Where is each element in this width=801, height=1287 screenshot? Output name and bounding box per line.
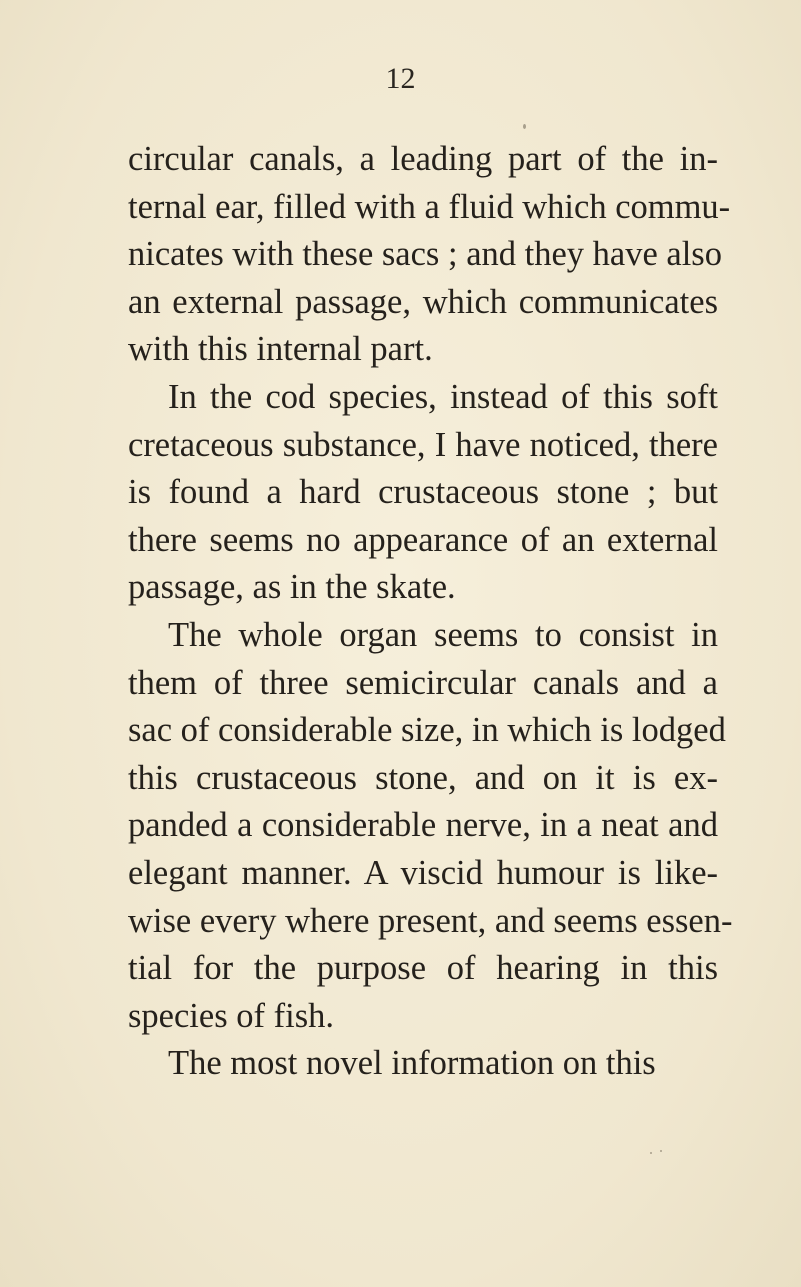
text-line: The most novel information on this [168, 1044, 656, 1083]
paper-speck [660, 1150, 662, 1152]
text-line: wise every where present, and seems essen- [128, 901, 733, 940]
text-line: species of fish. [128, 996, 334, 1035]
text-line: tial for the purpose of hearing in this [128, 949, 718, 988]
text-line: an external passage, which communicates [128, 282, 718, 321]
text-line: with this internal part. [128, 330, 433, 369]
text-line: nicates with these sacs ; and they have also [128, 235, 722, 274]
text-line: ternal ear, filled with a fluid which commu- [128, 187, 731, 226]
text-line: elegant manner. A viscid humour is like- [128, 853, 718, 892]
text-line: The whole organ seems to consist in [168, 615, 718, 654]
text-line: them of three semicircular canals and a [128, 663, 718, 702]
page-number: 12 [385, 62, 416, 95]
text-line: this crustaceous stone, and on it is ex- [128, 758, 718, 797]
text-line: circular canals, a leading part of the in- [128, 140, 718, 178]
text-line: In the cod species, instead of this soft [168, 377, 718, 416]
text-line: is found a hard crustaceous stone ; but [128, 473, 718, 512]
paper-speck [523, 124, 526, 129]
text-line: there seems no appearance of an external [128, 520, 718, 559]
text-line: cretaceous substance, I have noticed, there [128, 425, 718, 464]
text-line: sac of considerable size, in which is lodged [128, 711, 726, 750]
text-line: panded a considerable nerve, in a neat and [128, 806, 718, 845]
text-line: passage, as in the skate. [128, 568, 456, 607]
body-text [128, 136, 733, 1088]
paper-speck [650, 1152, 652, 1154]
